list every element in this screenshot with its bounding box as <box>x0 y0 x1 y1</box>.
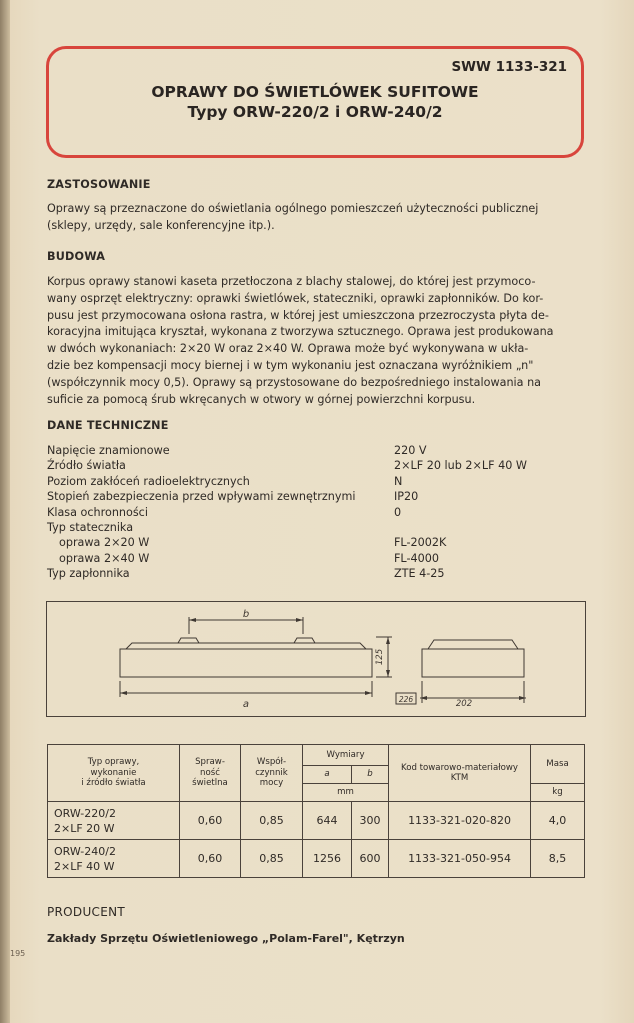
text-line: (współczynnik mocy 0,5). Oprawy są przystosowane do bezpośredniego instalowania na <box>47 375 542 389</box>
text-line: Oprawy są przeznaczone do oświetlania ogólnego pomieszczeń użyteczności publicznej <box>47 202 539 215</box>
paragraph-budowa <box>47 274 585 408</box>
fixture-side-view <box>396 640 526 704</box>
tech-value: N <box>394 474 403 488</box>
tech-value: 220 V <box>394 444 427 457</box>
standard-code: SWW 1133-321 <box>451 59 567 75</box>
tech-label: oprawa 2×40 W <box>59 551 150 565</box>
header-dimensions: Wymiary <box>303 745 389 766</box>
text-line: pusu jest przymocowana osłona rastra, w której jest umieszczona przezroczysta płyta de- <box>47 308 549 322</box>
text-line: wany osprzęt elektryczny: oprawki świetlówek, stateczniki, oprawki zapłonników. Do kor- <box>47 291 544 305</box>
page-binding-gutter <box>0 0 10 1023</box>
cell-ktm: 1133-321-050-954 <box>389 840 531 878</box>
tech-label: Typ zapłonnika <box>47 567 130 581</box>
header-ktm: Kod towarowo-materiałowy KTM <box>389 745 531 802</box>
tech-value: 2×LF 20 lub 2×LF 40 W <box>394 459 527 473</box>
tech-label: Klasa ochronności <box>47 505 148 519</box>
dimension-label-a: a <box>242 699 250 710</box>
technical-data-list <box>47 443 587 582</box>
heading-dane-techniczne: DANE TECHNICZNE <box>47 419 169 432</box>
drawing-frame <box>47 602 586 717</box>
table-row <box>48 802 585 840</box>
cell-efficiency: 0,60 <box>180 802 241 840</box>
tech-label: Stopień zabezpieczenia przed wpływami zewnętrznymi <box>47 490 356 504</box>
header-mass-unit: kg <box>531 784 585 802</box>
tech-value: 0 <box>394 505 402 519</box>
tech-row <box>47 566 587 581</box>
header-dim-unit: mm <box>303 784 389 802</box>
header-type: Typ oprawy, wykonanie i źródło światła <box>48 745 180 802</box>
dimension-label-226: 226 <box>398 695 414 704</box>
side-body <box>422 649 524 677</box>
dimension-arrows <box>120 618 526 700</box>
specification-table <box>47 744 585 878</box>
tech-row <box>47 474 587 489</box>
technical-drawing <box>46 601 586 717</box>
tech-label: Źródło światła <box>47 459 126 473</box>
cell-efficiency: 0,60 <box>180 840 241 878</box>
paragraph-zastosowanie <box>47 201 585 235</box>
text-line: Korpus oprawy stanowi kaseta przetłoczona z blachy stalowej, do której jest przymoco- <box>47 275 536 288</box>
dimension-label-b: b <box>242 609 250 620</box>
cell-power-factor: 0,85 <box>241 840 303 878</box>
cell-ktm: 1133-321-020-820 <box>389 802 531 840</box>
producer-name: Zakłady Sprzętu Oświetleniowego „Polam-Farel", Kętrzyn <box>47 932 405 945</box>
tech-row <box>47 520 587 535</box>
text-line: (sklepy, urzędy, sale konferencyjne itp.). <box>47 218 275 232</box>
header-dim-a: a <box>303 766 352 784</box>
cell-dim-b: 600 <box>352 840 389 878</box>
dimension-label-height: 125 <box>375 648 385 666</box>
header-efficiency: Spraw- ność świetlna <box>180 745 241 802</box>
cell-type: ORW-240/2 2×LF 40 W <box>48 840 180 878</box>
tech-row <box>47 443 587 458</box>
tech-row <box>47 505 587 520</box>
cell-dim-a: 644 <box>303 802 352 840</box>
text-line: suficie za pomocą śrub wkręcanych w otwory w górnej powierzchni korpusu. <box>47 392 476 406</box>
mounting-lug <box>178 638 199 643</box>
tech-label: Typ statecznika <box>47 520 134 534</box>
tech-row <box>47 535 587 550</box>
dimension-label-width: 202 <box>455 699 473 709</box>
cell-mass: 4,0 <box>531 802 585 840</box>
tech-row <box>47 458 587 473</box>
header-dim-b: b <box>352 766 389 784</box>
page-number: 195 <box>10 949 26 958</box>
table-row <box>48 840 585 878</box>
tech-row <box>47 489 587 504</box>
cell-power-factor: 0,85 <box>241 802 303 840</box>
page-subtitle: Typy ORW-220/2 i ORW-240/2 <box>187 103 443 121</box>
tech-value: ZTE 4-25 <box>394 567 445 581</box>
tech-label: oprawa 2×20 W <box>59 536 150 550</box>
heading-producent: PRODUCENT <box>47 905 126 919</box>
header-power-factor: Współ- czynnik mocy <box>241 745 303 802</box>
header-frame <box>46 46 584 158</box>
tech-value: FL-4000 <box>394 551 439 565</box>
page-title: OPRAWY DO ŚWIETLÓWEK SUFITOWE <box>151 83 479 101</box>
heading-budowa: BUDOWA <box>47 250 106 263</box>
header-mass: Masa <box>531 745 585 784</box>
text-line: dzie bez kompensacji mocy biernej i w tym wykonaniu jest oznaczana wyróżnikiem „n" <box>47 358 534 372</box>
text-line: koracyjna imitująca kryształ, wykonana z tworzywa sztucznego. Oprawa jest produkowana <box>47 325 554 339</box>
cell-dim-a: 1256 <box>303 840 352 878</box>
fixture-cover <box>126 643 366 649</box>
side-cover <box>428 640 518 649</box>
text-line: w dwóch wykonaniach: 2×20 W oraz 2×40 W. Oprawa może być wykonywana w ukła- <box>47 342 529 356</box>
cell-mass: 8,5 <box>531 840 585 878</box>
fixture-front-view <box>120 617 392 697</box>
tech-value: FL-2002K <box>394 536 447 550</box>
cell-type: ORW-220/2 2×LF 20 W <box>48 802 180 840</box>
tech-value: IP20 <box>394 490 419 504</box>
tech-label: Poziom zakłóceń radioelektrycznych <box>47 474 250 488</box>
cell-dim-b: 300 <box>352 802 389 840</box>
heading-zastosowanie: ZASTOSOWANIE <box>47 178 151 191</box>
mounting-lug <box>294 638 315 643</box>
fixture-body <box>120 649 372 677</box>
tech-row <box>47 551 587 566</box>
tech-label: Napięcie znamionowe <box>47 444 170 457</box>
